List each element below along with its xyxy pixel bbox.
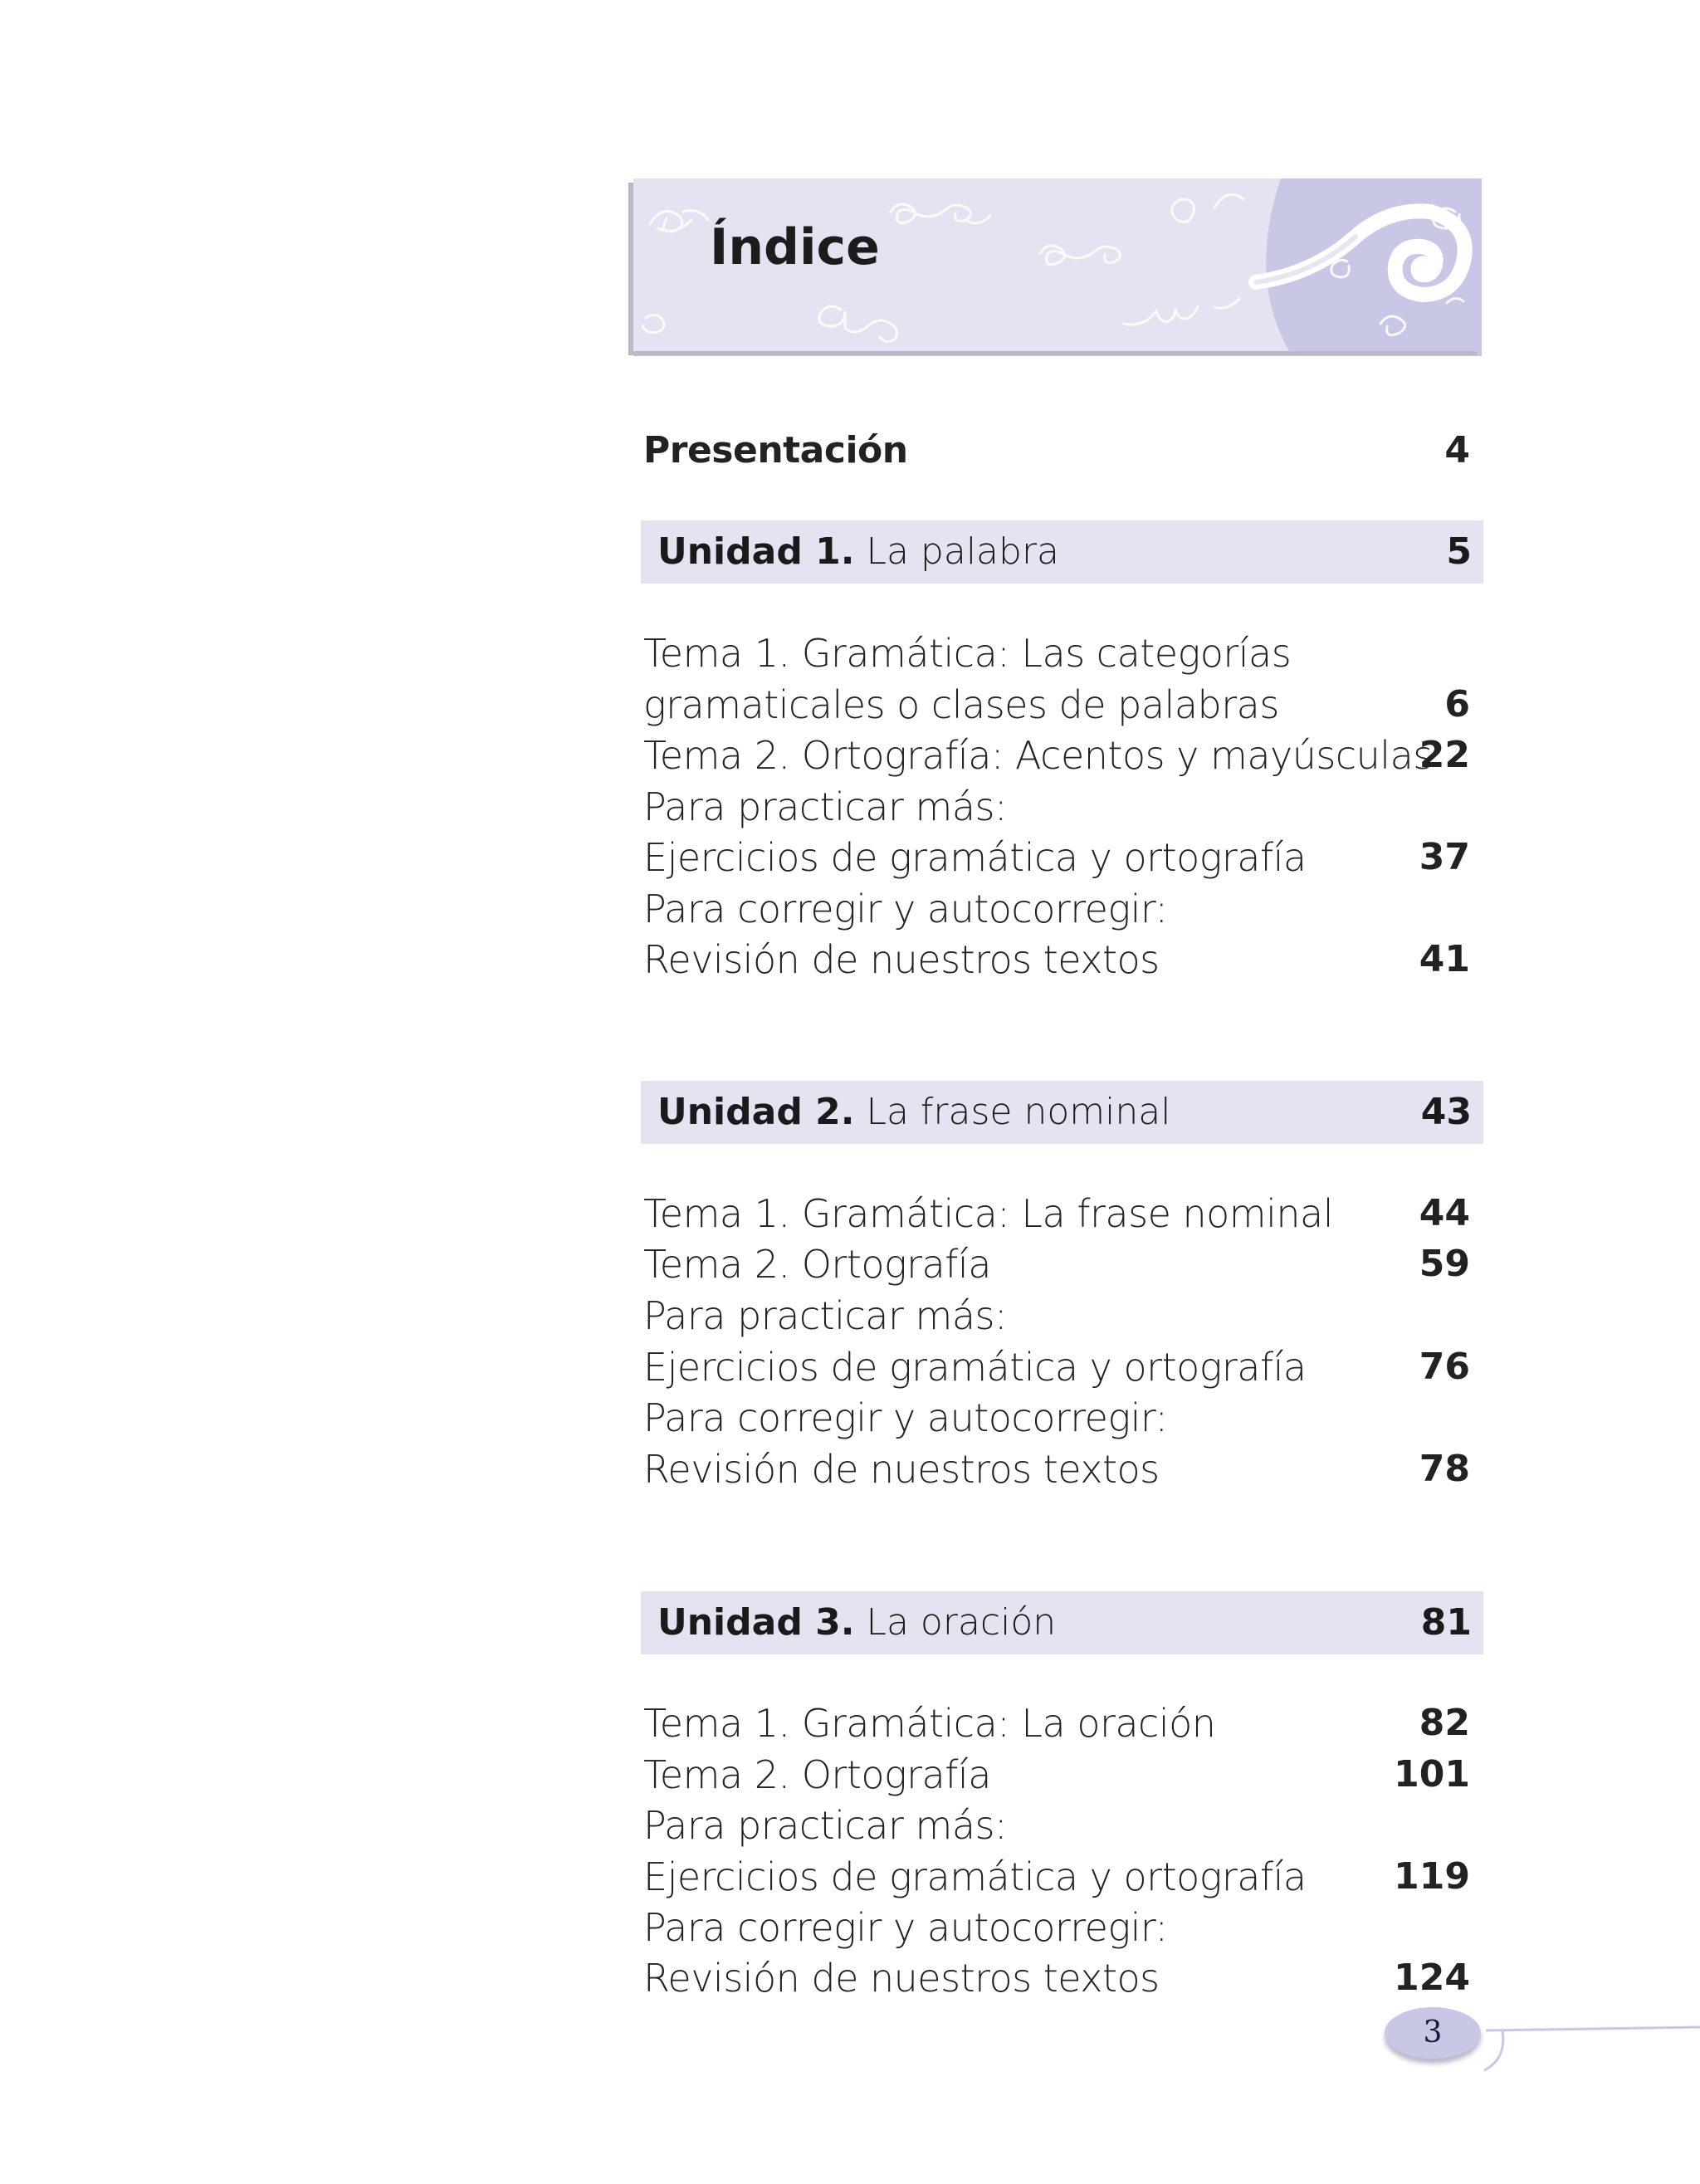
- toc-entry-label: Presentación: [643, 429, 908, 471]
- toc-entry[interactable]: [643, 1341, 1482, 1393]
- unit-number: Unidad 3.: [657, 1601, 855, 1644]
- unit-number: Unidad 1.: [657, 530, 855, 573]
- toc-entry-page: 41: [1419, 938, 1470, 980]
- toc-entry-label: Revisión de nuestros textos: [643, 1447, 1160, 1492]
- page-corner-line-decoration: [1484, 2025, 1700, 2092]
- toc-entry-label: Tema 2. Ortografía: Acentos y mayúsculas: [643, 733, 1433, 778]
- toc-entry-page: 6: [1444, 683, 1470, 726]
- toc-entry-label: Para corregir y autocorregir:: [643, 887, 1168, 931]
- toc-entry-label: Ejercicios de gramática y ortografía: [643, 835, 1307, 880]
- unit-heading-3[interactable]: [641, 1591, 1483, 1654]
- toc-entry-label: Tema 1. Gramática: La oración: [643, 1701, 1216, 1746]
- toc-entry-page: 76: [1419, 1346, 1470, 1388]
- toc-entry[interactable]: [643, 1444, 1482, 1495]
- page-number-tab: [1385, 2007, 1481, 2059]
- toc-entry-page: 22: [1419, 734, 1470, 776]
- unit-name: La palabra: [866, 530, 1059, 573]
- toc-entry-label: Revisión de nuestros textos: [643, 1956, 1160, 2001]
- toc-entry[interactable]: [643, 679, 1482, 730]
- toc-entry-page: 59: [1419, 1243, 1470, 1285]
- toc-entry-presentation[interactable]: [643, 425, 1482, 476]
- toc-entry-page: 101: [1394, 1753, 1470, 1796]
- toc-entry: [643, 781, 1482, 833]
- toc-entry-label: Para corregir y autocorregir:: [643, 1395, 1168, 1440]
- unit-heading-2[interactable]: [641, 1081, 1483, 1144]
- toc-entry[interactable]: [643, 1188, 1482, 1239]
- toc-entry-label: Tema 2. Ortografía: [643, 1752, 991, 1797]
- toc-entry-label: Para practicar más:: [643, 1803, 1007, 1848]
- unit-number: Unidad 2.: [657, 1091, 855, 1133]
- unit-page: 5: [1446, 530, 1472, 573]
- unit-heading-1[interactable]: [641, 520, 1483, 584]
- toc-entry-label: Ejercicios de gramática y ortografía: [643, 1345, 1307, 1390]
- toc-entry: [643, 1392, 1482, 1444]
- page-title: Índice: [710, 218, 880, 276]
- toc-entry-page: 44: [1419, 1192, 1470, 1234]
- toc-entry: [643, 1290, 1482, 1341]
- toc-entry-label: Ejercicios de gramática y ortografía: [643, 1854, 1307, 1899]
- unit-name: La oración: [866, 1601, 1057, 1644]
- toc-entry-label: Para corregir y autocorregir:: [643, 1905, 1168, 1950]
- toc-entry[interactable]: [643, 934, 1482, 985]
- toc-entry: [643, 1800, 1482, 1851]
- toc-entry[interactable]: [643, 1749, 1482, 1800]
- toc-entry: [643, 1902, 1482, 1953]
- unit-name: La frase nominal: [866, 1091, 1171, 1133]
- toc-entry-page: 124: [1394, 1957, 1470, 1999]
- unit-page: 43: [1420, 1091, 1472, 1133]
- toc-entry-label: Tema 1. Gramática: Las categorías: [643, 631, 1292, 676]
- toc-entry[interactable]: [643, 730, 1482, 781]
- toc-entry[interactable]: [643, 1952, 1482, 2004]
- toc-entry-page: 82: [1419, 1702, 1470, 1744]
- page-number: 3: [1423, 2015, 1443, 2050]
- toc-entry: [643, 883, 1482, 935]
- toc-entry[interactable]: [643, 1239, 1482, 1290]
- toc-entry-label: Para practicar más:: [643, 784, 1007, 829]
- toc-entry[interactable]: [643, 1698, 1482, 1749]
- toc-entry-label: Revisión de nuestros textos: [643, 937, 1160, 982]
- toc-entry-page: 37: [1419, 836, 1470, 878]
- toc-entry-label: Para practicar más:: [643, 1293, 1007, 1338]
- toc-entry[interactable]: [643, 1851, 1482, 1903]
- toc-entry-page: 78: [1419, 1448, 1470, 1490]
- toc-entry-page: 119: [1394, 1855, 1470, 1898]
- toc-entry: [643, 628, 1482, 679]
- index-header-box: [633, 178, 1482, 351]
- toc-entry[interactable]: [643, 832, 1482, 883]
- toc-entry-label: gramaticales o clases de palabras: [643, 682, 1279, 727]
- unit-page: 81: [1420, 1601, 1472, 1644]
- toc-entry-label: Tema 1. Gramática: La frase nominal: [643, 1191, 1334, 1236]
- toc-entry-label: Tema 2. Ortografía: [643, 1242, 991, 1287]
- toc-entry-page: 4: [1444, 429, 1470, 471]
